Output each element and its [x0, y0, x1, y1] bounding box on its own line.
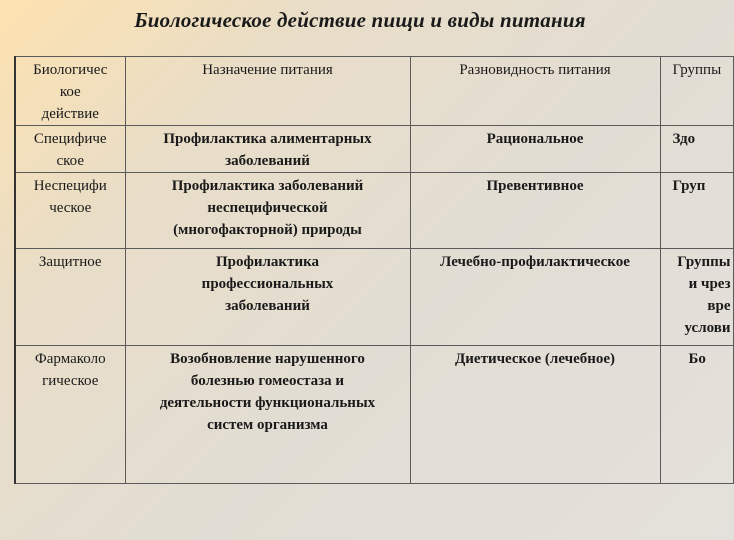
cell-biological-action: Фармаколо гическое	[15, 346, 125, 484]
nutrition-table-container	[14, 56, 731, 530]
slide-title: Биологическое действие пищи и виды питания	[134, 8, 586, 32]
cell-biological-action: Защитное	[15, 249, 125, 346]
cell-nutrition-purpose: Профилактика заболеваний неспецифической (многофакторной) природы	[125, 173, 410, 249]
header-nutrition-type: Разновидность питания	[410, 57, 660, 126]
table-row	[15, 173, 733, 249]
nutrition-table	[14, 56, 734, 484]
header-nutrition-purpose: Назначение питания	[125, 57, 410, 126]
cell-nutrition-type: Превентивное	[410, 173, 660, 249]
cell-nutrition-purpose: Профилактика профессиональных заболеваний	[125, 249, 410, 346]
cell-biological-action: Специфиче ское	[15, 126, 125, 173]
cell-groups: Группы и чрез вре услови	[660, 249, 733, 346]
cell-nutrition-type: Рациональное	[410, 126, 660, 173]
cell-groups: Здо	[660, 126, 733, 173]
cell-groups: Груп	[660, 173, 733, 249]
table-header-row	[15, 57, 733, 126]
header-groups: Группы	[660, 57, 733, 126]
cell-nutrition-purpose: Возобновление нарушенного болезнью гомеостаза и деятельности функциональных систем организма	[125, 346, 410, 484]
table-row	[15, 346, 733, 484]
cell-nutrition-purpose: Профилактика алиментарных заболеваний	[125, 126, 410, 173]
table-row	[15, 249, 733, 346]
table-row	[15, 126, 733, 173]
cell-nutrition-type: Диетическое (лечебное)	[410, 346, 660, 484]
cell-biological-action: Неспецифи ческое	[15, 173, 125, 249]
cell-nutrition-type: Лечебно-профилактическое	[410, 249, 660, 346]
cell-groups: Бо	[660, 346, 733, 484]
header-biological-action: Биологичес кое действие	[15, 57, 125, 126]
